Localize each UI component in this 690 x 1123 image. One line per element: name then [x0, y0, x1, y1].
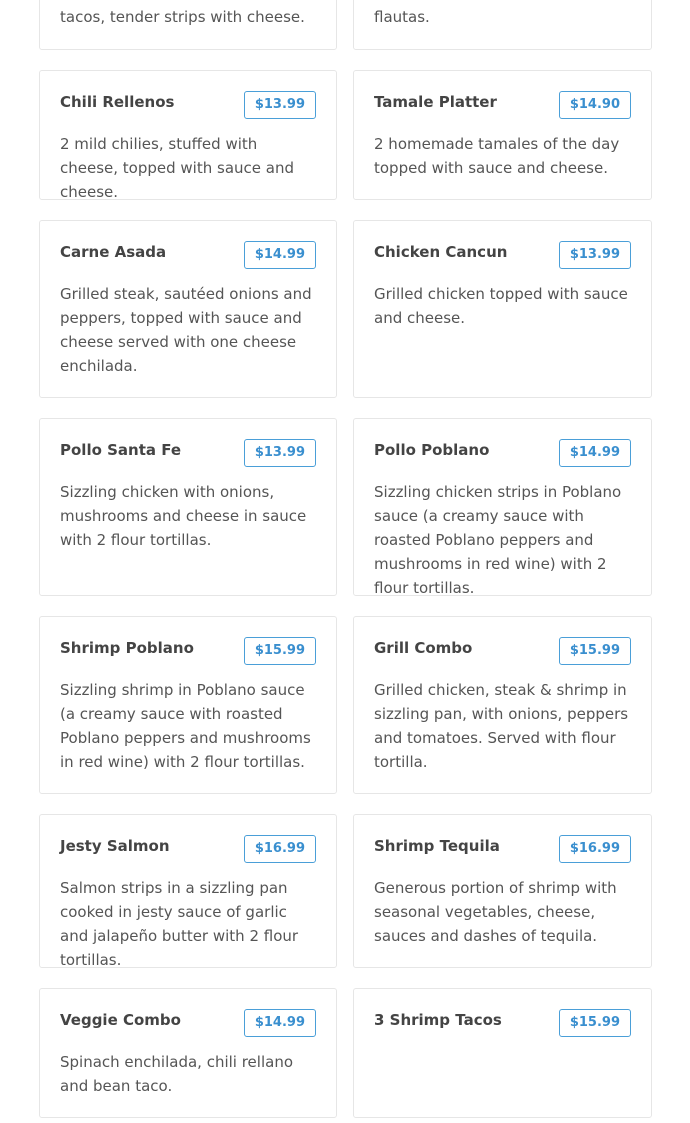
menu-card: [39, 0, 337, 50]
menu-card: [353, 70, 652, 200]
item-name: Shrimp Tequila: [374, 837, 500, 855]
item-description: Generous portion of shrimp with seasonal vegetables, cheese, sauces and dashes of tequila.: [374, 879, 617, 945]
price-badge: $14.99: [559, 439, 631, 467]
item-name: Chili Rellenos: [60, 93, 175, 111]
item-description: flautas.: [374, 8, 430, 26]
price-badge: $13.99: [244, 91, 316, 119]
item-name: Shrimp Poblano: [60, 639, 194, 657]
menu-card: [39, 814, 337, 968]
item-name: Tamale Platter: [374, 93, 497, 111]
price-badge: $16.99: [559, 835, 631, 863]
price-badge: $14.90: [559, 91, 631, 119]
menu-card: [353, 814, 652, 968]
menu-card: [353, 616, 652, 794]
menu-card: [39, 418, 337, 596]
item-description: 2 mild chilies, stuffed with cheese, topped with sauce and cheese.: [60, 135, 294, 201]
price-badge: $15.99: [559, 637, 631, 665]
item-description: 2 homemade tamales of the day topped with sauce and cheese.: [374, 135, 620, 177]
item-description: Grilled chicken topped with sauce and cheese.: [374, 285, 628, 327]
item-name: Pollo Poblano: [374, 441, 490, 459]
item-description: Salmon strips in a sizzling pan cooked in jesty sauce of garlic and jalapeño butter with 2 flour tortillas.: [60, 879, 299, 969]
price-badge: $14.99: [244, 241, 316, 269]
price-badge: $16.99: [244, 835, 316, 863]
item-name: Chicken Cancun: [374, 243, 508, 261]
menu-card: [353, 220, 652, 398]
menu-card: [39, 988, 337, 1118]
item-description: Grilled chicken, steak & shrimp in sizzling pan, with onions, peppers and tomatoes. Served with flour tortilla.: [374, 681, 629, 771]
item-name: 3 Shrimp Tacos: [374, 1011, 502, 1029]
menu-card: [353, 0, 652, 50]
item-description: Sizzling chicken strips in Poblano sauce (a creamy sauce with roasted Poblano peppers and mushrooms in red wine) with 2 flour tortillas.: [374, 483, 622, 597]
price-badge: $15.99: [559, 1009, 631, 1037]
menu-card: [353, 988, 652, 1118]
item-name: Carne Asada: [60, 243, 167, 261]
item-description: Sizzling chicken with onions, mushrooms and cheese in sauce with 2 flour tortillas.: [60, 483, 307, 549]
menu-card: [353, 418, 652, 596]
menu-card: [39, 220, 337, 398]
price-badge: $13.99: [244, 439, 316, 467]
item-name: Pollo Santa Fe: [60, 441, 182, 459]
menu-card: [39, 70, 337, 200]
item-description: Spinach enchilada, chili rellano and bean taco.: [60, 1053, 293, 1095]
price-badge: $14.99: [244, 1009, 316, 1037]
item-name: Jesty Salmon: [60, 837, 170, 855]
price-badge: $15.99: [244, 637, 316, 665]
item-description: Grilled steak, sautéed onions and peppers, topped with sauce and cheese served with one cheese enchilada.: [60, 285, 312, 375]
item-name: Grill Combo: [374, 639, 473, 657]
item-name: Veggie Combo: [60, 1011, 181, 1029]
item-description: tacos, tender strips with cheese.: [60, 8, 305, 26]
item-description: Sizzling shrimp in Poblano sauce (a creamy sauce with roasted Poblano peppers and mushrooms in red wine) with 2 flour tortillas.: [60, 681, 311, 771]
price-badge: $13.99: [559, 241, 631, 269]
menu-card: [39, 616, 337, 794]
